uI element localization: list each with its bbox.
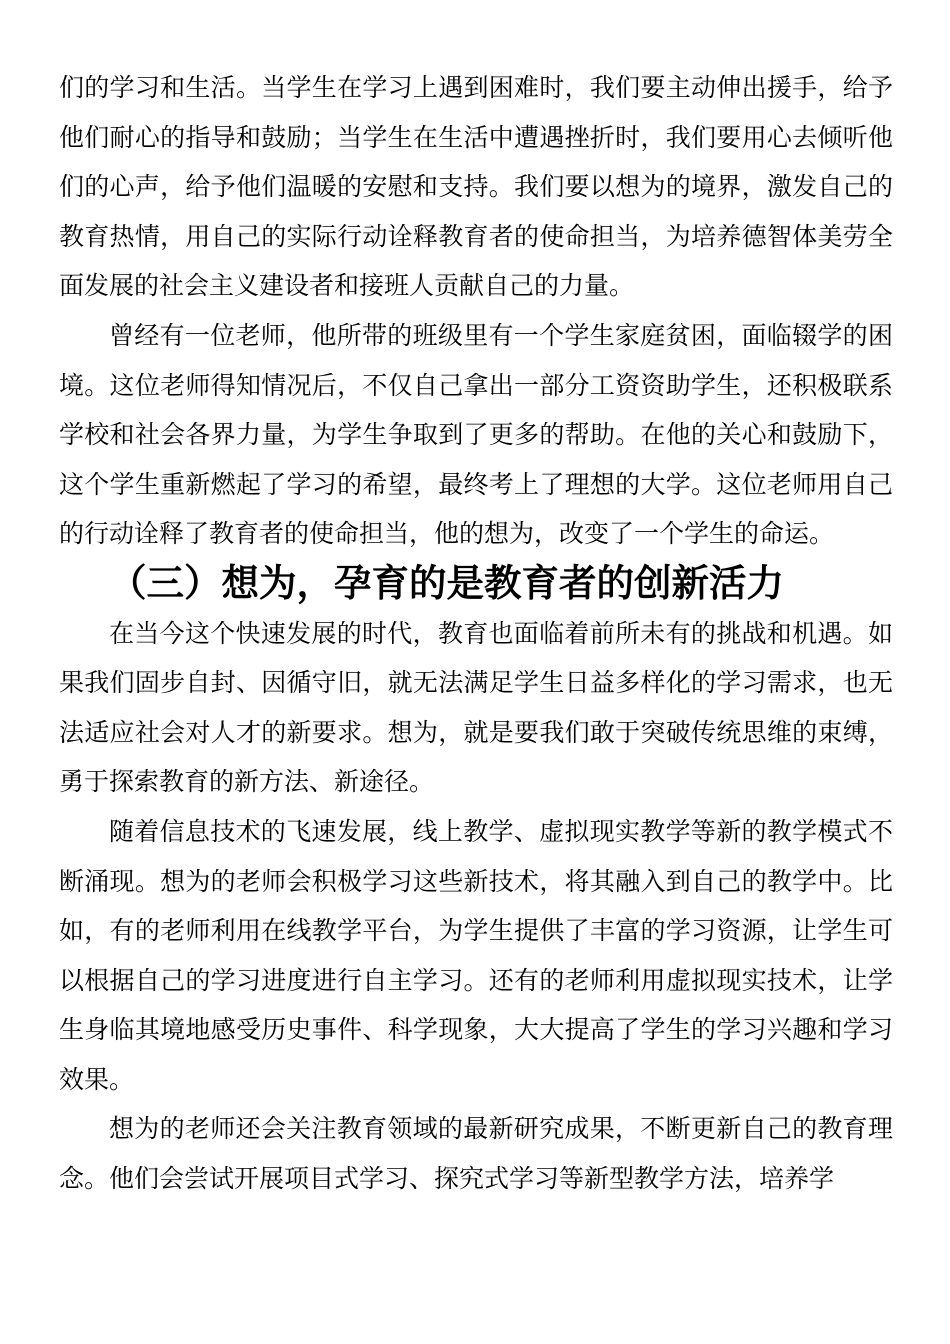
body-paragraph-technology: 随着信息技术的飞速发展，线上教学、虚拟现实教学等新的教学模式不断涌现。想为的老师会积极学习这些新技术，将其融入到自己的教学中。比如，有的老师利用在线教学平台，为学生提供了丰富的学习资源，让学生可以根据自己的学习进度进行自主学习。还有的老师利用虚拟现实技术，让学生身临其境地感受历史事件、科学现象，大大提高了学生的学习兴趣和学习效果。	[59, 816, 893, 1094]
body-paragraph-teacher-story: 曾经有一位老师，他所带的班级里有一个学生家庭贫困，面临辍学的困境。这位老师得知情况后，不仅自己拿出一部分工资资助学生，还积极联系学校和社会各界力量，为学生争取到了更多的帮助。在他的关心和鼓励下，这个学生重新燃起了学习的希望，最终考上了理想的大学。这位老师用自己的行动诠释了教育者的使命担当，他的想为，改变了一个学生的命运。	[59, 320, 893, 549]
document-body	[59, 63, 893, 1204]
body-paragraph-continuation: 们的学习和生活。当学生在学习上遇到困难时，我们要主动伸出援手，给予他们耐心的指导和鼓励；当学生在生活中遭遇挫折时，我们要用心去倾听他们的心声，给予他们温暖的安慰和支持。我们要以想为的境界，激发自己的教育热情，用自己的实际行动诠释教育者的使命担当，为培养德智体美劳全面发展的社会主义建设者和接班人贡献自己的力量。	[59, 73, 893, 301]
body-paragraph-challenges: 在当今这个快速发展的时代，教育也面临着前所未有的挑战和机遇。如果我们固步自封、因循守旧，就无法满足学生日益多样化的学习需求，也无法适应社会对人才的新要求。想为，就是要我们敢于突破传统思维的束缚，勇于探索教育的新方法、新途径。	[59, 618, 893, 797]
section-heading: （三）想为，孕育的是教育者的创新活力	[109, 560, 784, 605]
body-paragraph-research: 想为的老师还会关注教育领域的最新研究成果，不断更新自己的教育理念。他们会尝试开展项目式学习、探究式学习等新型教学方法，培养学	[59, 1114, 893, 1194]
